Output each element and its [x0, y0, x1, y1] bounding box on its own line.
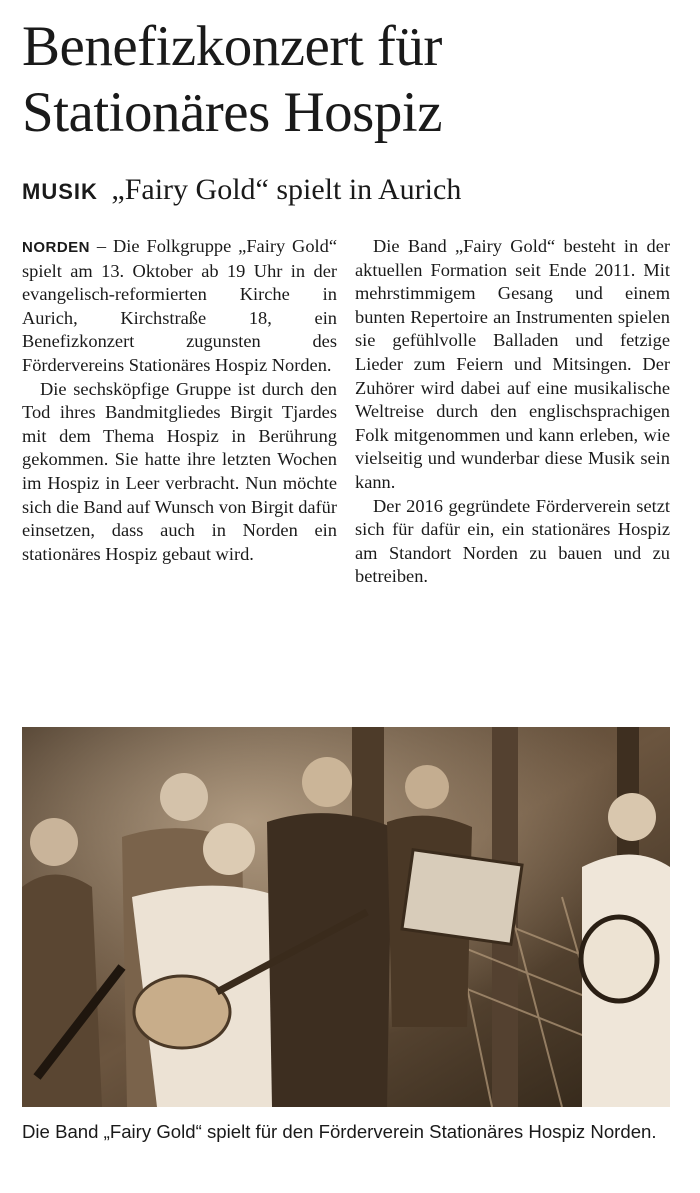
headline: [22, 14, 682, 146]
paragraph: Die Band „Fairy Gold“ besteht in der aktuellen Formation seit Ende 2011. Mit mehrstimmigem Gesang und einem bunten Repertoire an Instrumenten spielen sie gefühlvolle Balladen und fetzige Lieder zum Feiern und Mitsingen. Der Zuhörer wird dabei auf eine musikalische Weltreise durch den englischsprachigen Folk mitgenommen und kann erleben, wie vielseitig und wunderbar diese Musik sein kann.: [355, 236, 670, 492]
photo-caption: Die Band „Fairy Gold“ spielt für den Förderverein Stationäres Hospiz Norden.: [22, 1121, 657, 1142]
subheadline: [22, 170, 682, 212]
paragraph: [22, 235, 337, 378]
headline-line-2: Stationäres Hospiz: [22, 81, 443, 144]
paragraph: Die sechsköpfige Gruppe ist durch den Tod ihres Bandmitgliedes Birgit Tjardes mit dem Thema Hospiz in Berührung gekommen. Sie hatte ihre letzten Wochen im Hospiz in Leer verbracht. Nun möchte sich die Band auf Wunsch von Birgit dafür einsetzen, dass auch in Norden ein stationäres Hospiz gebaut wird.: [22, 378, 337, 564]
section-kicker: MUSIK: [22, 179, 98, 204]
band-photo: [22, 727, 670, 1107]
headline-line-1: Benefizkonzert für: [22, 15, 442, 78]
dateline: NORDEN: [22, 239, 91, 256]
frame-drum: [581, 917, 657, 1001]
subheadline-text: „Fairy Gold“ spielt in Aurich: [111, 173, 462, 206]
column-right: [355, 235, 670, 713]
accordion: [402, 850, 522, 945]
paragraph: Der 2016 gegründete Förderverein setzt sich für dafür ein, ein stationäres Hospiz am Standort Norden zu bauen und zu betreiben.: [355, 495, 670, 587]
article-body: [22, 235, 670, 713]
column-left: [22, 235, 337, 713]
guitar-body: [134, 976, 230, 1048]
paragraph-text: – Die Folkgruppe „Fairy Gold“ spielt am 13. Oktober ab 19 Uhr in der evangelisch-reformierten Kirche in Aurich, Kirchstraße 18, ein Benefizkonzert zugunsten des Fördervereins Stationäres Hospiz Norden.: [22, 236, 337, 375]
